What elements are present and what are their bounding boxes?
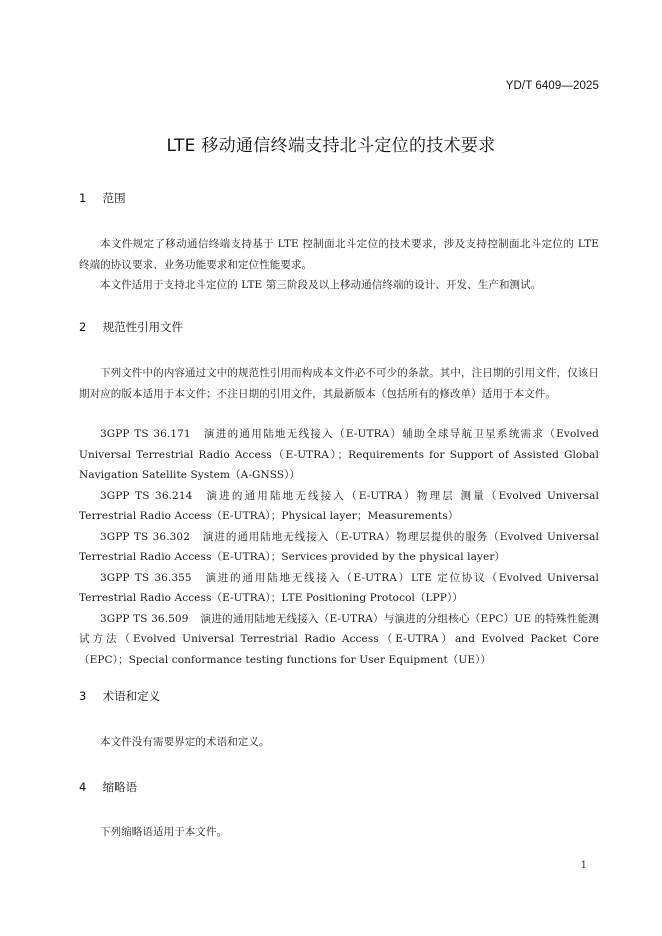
reference-item bbox=[79, 568, 599, 609]
section-title: 术语和定义 bbox=[102, 689, 161, 703]
reference-title: 演进的通用陆地无线接入（E-UTRA）物理层 测量（Evolved Universal Terrestrial Radio Access（E-UTRA）；Physical layer；Measurements） bbox=[79, 489, 599, 522]
section-title: 缩略语 bbox=[102, 780, 138, 794]
reference-code: 3GPP TS 36.302 bbox=[100, 530, 190, 543]
reference-item bbox=[79, 486, 599, 527]
abbreviations-paragraph: 下列缩略语适用于本文件。 bbox=[100, 826, 228, 838]
reference-code: 3GPP TS 36.214 bbox=[100, 489, 193, 502]
terms-paragraph: 本文件没有需要界定的术语和定义。 bbox=[100, 736, 270, 748]
reference-code: 3GPP TS 36.509 bbox=[100, 612, 189, 625]
reference-title: 演进的通用陆地无线接入（E-UTRA）物理层提供的服务（Evolved Universal Terrestrial Radio Access（E-UTRA）；Services provided by the physical layer） bbox=[79, 530, 599, 563]
section-number: 2 bbox=[79, 320, 87, 334]
section-title: 规范性引用文件 bbox=[102, 320, 184, 334]
section-number: 4 bbox=[79, 780, 87, 794]
reference-title: 演进的通用陆地无线接入（E-UTRA）与演进的分组核心（EPC）UE 的特殊性能测试方法（Evolved Universal Terrestrial Radio Access（E-UTRA）and Evolved Packet Core（EPC）；Special conformance testing functions for User Equipment（UE）） bbox=[79, 612, 599, 666]
reference-list bbox=[79, 424, 599, 670]
reference-title: 演进的通用陆地无线接入（E-UTRA）LTE 定位协议（Evolved Universal Terrestrial Radio Access（E-UTRA）；LTE Positioning Protocol（LPP）） bbox=[79, 571, 599, 604]
scope-paragraph: 本文件规定了移动通信终端支持基于 LTE 控制面北斗定位的技术要求，涉及支持控制面北斗定位的 LTE 终端的协议要求、业务功能要求和定位性能要求。 bbox=[79, 238, 599, 271]
reference-item bbox=[79, 424, 599, 486]
reference-code: 3GPP TS 36.355 bbox=[100, 571, 192, 584]
section-title: 范围 bbox=[102, 191, 126, 205]
scope-paragraph: 本文件适用于支持北斗定位的 LTE 第三阶段及以上移动通信终端的设计、开发、生产和测试。 bbox=[100, 279, 542, 291]
reference-item bbox=[79, 609, 599, 671]
page-number: 1 bbox=[580, 860, 587, 871]
section-number: 1 bbox=[79, 191, 87, 205]
section-heading-normative-references bbox=[79, 319, 183, 335]
reference-title: 演进的通用陆地无线接入（E-UTRA）辅助全球导航卫星系统需求（Evolved Universal Terrestrial Radio Access（E-UTRA）；Requirements for Support of Assisted Global Navigation Satellite System（A-GNSS）） bbox=[79, 428, 599, 481]
section-number: 3 bbox=[79, 689, 87, 703]
reference-code: 3GPP TS 36.171 bbox=[100, 428, 191, 440]
references-intro-paragraph: 下列文件中的内容通过文中的规范性引用而构成本文件必不可少的条款。其中，注日期的引用文件，仅该日期对应的版本适用于本文件；不注日期的引用文件，其最新版本（包括所有的修改单）适用于本文件。 bbox=[79, 367, 599, 400]
standard-code: YD/T 6409—2025 bbox=[505, 80, 599, 92]
reference-item bbox=[79, 527, 599, 568]
document-title: LTE 移动通信终端支持北斗定位的技术要求 bbox=[166, 136, 496, 156]
section-heading-scope bbox=[79, 190, 126, 206]
section-heading-abbreviations bbox=[79, 779, 137, 795]
section-heading-terms-definitions bbox=[79, 688, 160, 704]
